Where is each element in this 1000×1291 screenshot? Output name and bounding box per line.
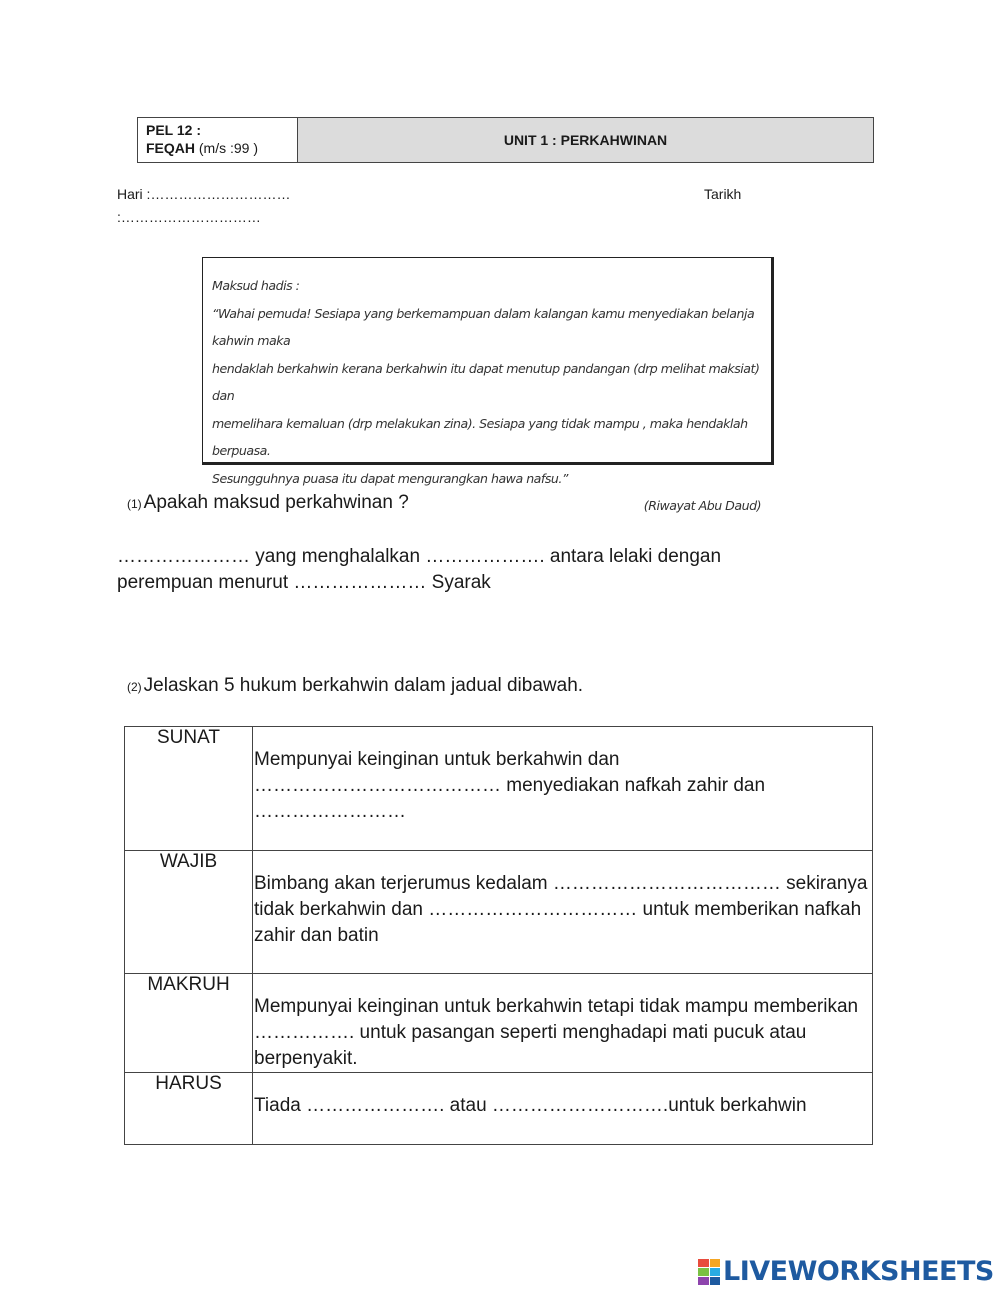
- logo-text: LIVEWORKSHEETS: [723, 1256, 994, 1287]
- hadith-source: (Riwayat Abu Daud): [643, 498, 761, 513]
- hukum-label: SUNAT: [125, 727, 253, 851]
- question-1: [127, 492, 409, 514]
- header-left-cell: [138, 118, 298, 162]
- answer-line[interactable]: ………………… yang menghalalkan ………………. antara lelaki dengan: [117, 546, 722, 567]
- hukum-label: MAKRUH: [125, 974, 253, 1073]
- tarikh-field: :…………………………: [117, 209, 261, 225]
- logo-block: [710, 1259, 721, 1267]
- logo-block: [710, 1268, 721, 1276]
- lesson-number: PEL 12 :: [146, 122, 201, 138]
- hukum-description[interactable]: Mempunyai keinginan untuk berkahwin dan ………………………………… menyediakan nafkah zahir dan ……………………: [253, 727, 873, 851]
- logo-block: [698, 1259, 709, 1267]
- hadith-line: memelihara kemaluan (drp melakukan zina). Sesiapa yang tidak mampu , maka hendaklah berpuasa.: [212, 415, 748, 458]
- subject-label: FEQAH: [146, 140, 195, 156]
- question-text: Jelaskan 5 hukum berkahwin dalam jadual dibawah.: [143, 675, 584, 696]
- hukum-table: [124, 726, 873, 1145]
- question-number: (2): [127, 680, 142, 694]
- table-row: [125, 974, 873, 1073]
- hadith-line: “Wahai pemuda! Sesiapa yang berkemampuan dalam kalangan kamu menyediakan belanja kahwin maka: [212, 305, 755, 348]
- hukum-label: HARUS: [125, 1073, 253, 1145]
- logo-block: [710, 1277, 721, 1285]
- table-row: [125, 1073, 873, 1145]
- logo-blocks-icon: [698, 1259, 720, 1285]
- unit-title: UNIT 1 : PERKAHWINAN: [298, 118, 873, 162]
- answer-line[interactable]: perempuan menurut ………………… Syarak: [117, 572, 491, 593]
- hadith-title: Maksud hadis :: [212, 278, 300, 293]
- table-row: [125, 727, 873, 851]
- header-box: [137, 117, 874, 163]
- question-text: Apakah maksud perkahwinan ?: [143, 492, 409, 513]
- hukum-description[interactable]: Tiada …………………. atau ……………………….untuk berkahwin: [253, 1073, 873, 1145]
- logo-block: [698, 1277, 709, 1285]
- table-row: [125, 851, 873, 974]
- question-number: (1): [127, 497, 142, 511]
- hukum-label: WAJIB: [125, 851, 253, 974]
- question-2: [127, 675, 583, 697]
- logo-block: [698, 1268, 709, 1276]
- answer-1: [117, 544, 877, 596]
- hadith-line: hendaklah berkahwin kerana berkahwin itu dapat menutup pandangan (drp melihat maksiat) dan: [212, 360, 760, 403]
- hari-field: Hari :…………………………: [117, 186, 291, 202]
- liveworksheets-logo: [698, 1256, 994, 1287]
- hadith-line: Sesungguhnya puasa itu dapat mengurangkan hawa nafsu.”: [212, 470, 568, 486]
- hukum-description[interactable]: Mempunyai keinginan untuk berkahwin tetapi tidak mampu memberikan ……………. untuk pasangan seperti menghadapi mati pucuk atau berpenyakit.: [253, 974, 873, 1073]
- page-reference: (m/s :99 ): [198, 140, 259, 156]
- tarikh-label: Tarikh: [704, 186, 742, 202]
- hukum-description[interactable]: Bimbang akan terjerumus kedalam ……………………………… sekiranya tidak berkahwin dan …………………………… untuk memberikan nafkah zahir dan batin: [253, 851, 873, 974]
